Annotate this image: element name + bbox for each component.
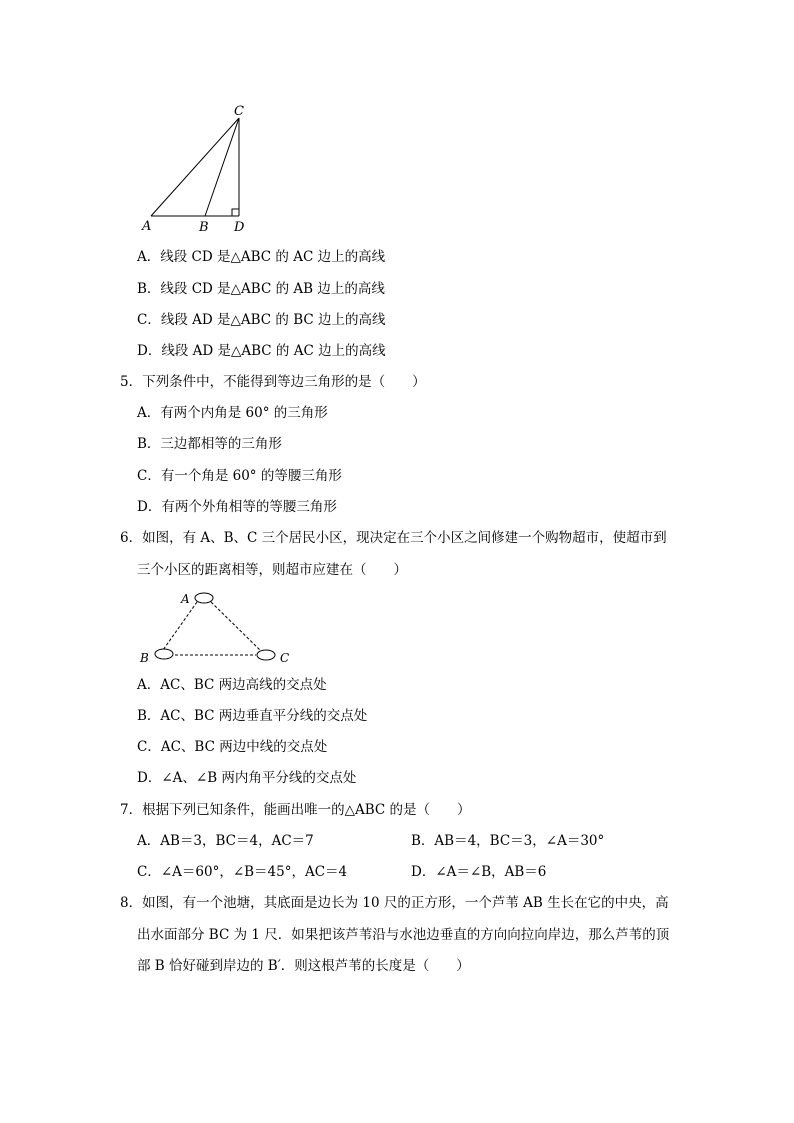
q7-option-d: D．∠A＝∠B，AB＝6 xyxy=(411,864,547,880)
q6-stem-line1: 6．如图，有 A、B、C 三个居民小区，现决定在三个小区之间修建一个购物超市，使超市到 xyxy=(120,530,667,546)
q8-stem-line3: 部 B 恰好碰到岸边的 B′．则这根芦苇的长度是（ ） xyxy=(137,958,470,974)
triangle-figure xyxy=(140,100,260,235)
q7-option-c: C．∠A＝60°，∠B＝45°，AC＝4 xyxy=(137,864,348,880)
q8-stem-line2: 出水面部分 BC 为 1 尺．如果把该芦苇沿与水池边垂直的方向向拉向岸边，那么芦苇的顶 xyxy=(137,927,670,943)
q4-option-d: D．线段 AD 是△ABC 的 AC 边上的高线 xyxy=(137,343,386,359)
q7-option-b: B．AB＝4，BC＝3，∠A＝30° xyxy=(411,833,605,849)
residential-areas-figure xyxy=(135,586,305,668)
area-b-ellipse xyxy=(155,649,173,659)
segment-bc xyxy=(205,118,239,216)
area-a-ellipse xyxy=(195,593,213,603)
q5-option-a: A．有两个内角是 60° 的三角形 xyxy=(137,405,328,421)
area-c-ellipse xyxy=(257,650,275,660)
q6-option-a: A．AC、BC 两边高线的交点处 xyxy=(137,677,327,693)
label-b: B xyxy=(199,220,209,235)
label-b: B xyxy=(140,651,149,665)
q6-option-c: C．AC、BC 两边中线的交点处 xyxy=(137,739,328,755)
q7-option-a: A．AB＝3，BC＝4，AC＝7 xyxy=(137,833,314,849)
label-c: C xyxy=(280,651,290,665)
dashed-ac xyxy=(211,602,260,650)
label-a: A xyxy=(142,219,152,234)
q6-option-b: B．AC、BC 两边垂直平分线的交点处 xyxy=(137,708,368,724)
q4-option-b: B．线段 CD 是△ABC 的 AB 边上的高线 xyxy=(137,281,385,297)
q4-option-c: C．线段 AD 是△ABC 的 BC 边上的高线 xyxy=(137,312,386,328)
label-d: D xyxy=(234,220,245,235)
right-angle-mark xyxy=(232,209,239,216)
label-a: A xyxy=(181,592,190,606)
q8-stem-line1: 8．如图，有一个池塘，其底面是边长为 10 尺的正方形，一个芦苇 AB 生长在它的中央，高 xyxy=(120,895,669,911)
q4-option-a: A．线段 CD 是△ABC 的 AC 边上的高线 xyxy=(137,249,386,265)
q6-stem-line2: 三个小区的距离相等，则超市应建在（ ） xyxy=(137,562,407,578)
q5-option-d: D．有两个外角相等的等腰三角形 xyxy=(137,499,337,515)
segment-ac xyxy=(151,118,239,216)
q7-stem: 7．根据下列已知条件，能画出唯一的△ABC 的是（ ） xyxy=(120,802,471,818)
q5-stem: 5．下列条件中，不能得到等边三角形的是（ ） xyxy=(120,374,426,390)
q5-option-c: C．有一个角是 60° 的等腰三角形 xyxy=(137,468,342,484)
q6-option-d: D．∠A、∠B 两内角平分线的交点处 xyxy=(137,770,357,786)
q5-option-b: B．三边都相等的三角形 xyxy=(137,436,282,452)
dashed-ab xyxy=(163,602,197,650)
label-c: C xyxy=(234,104,244,119)
